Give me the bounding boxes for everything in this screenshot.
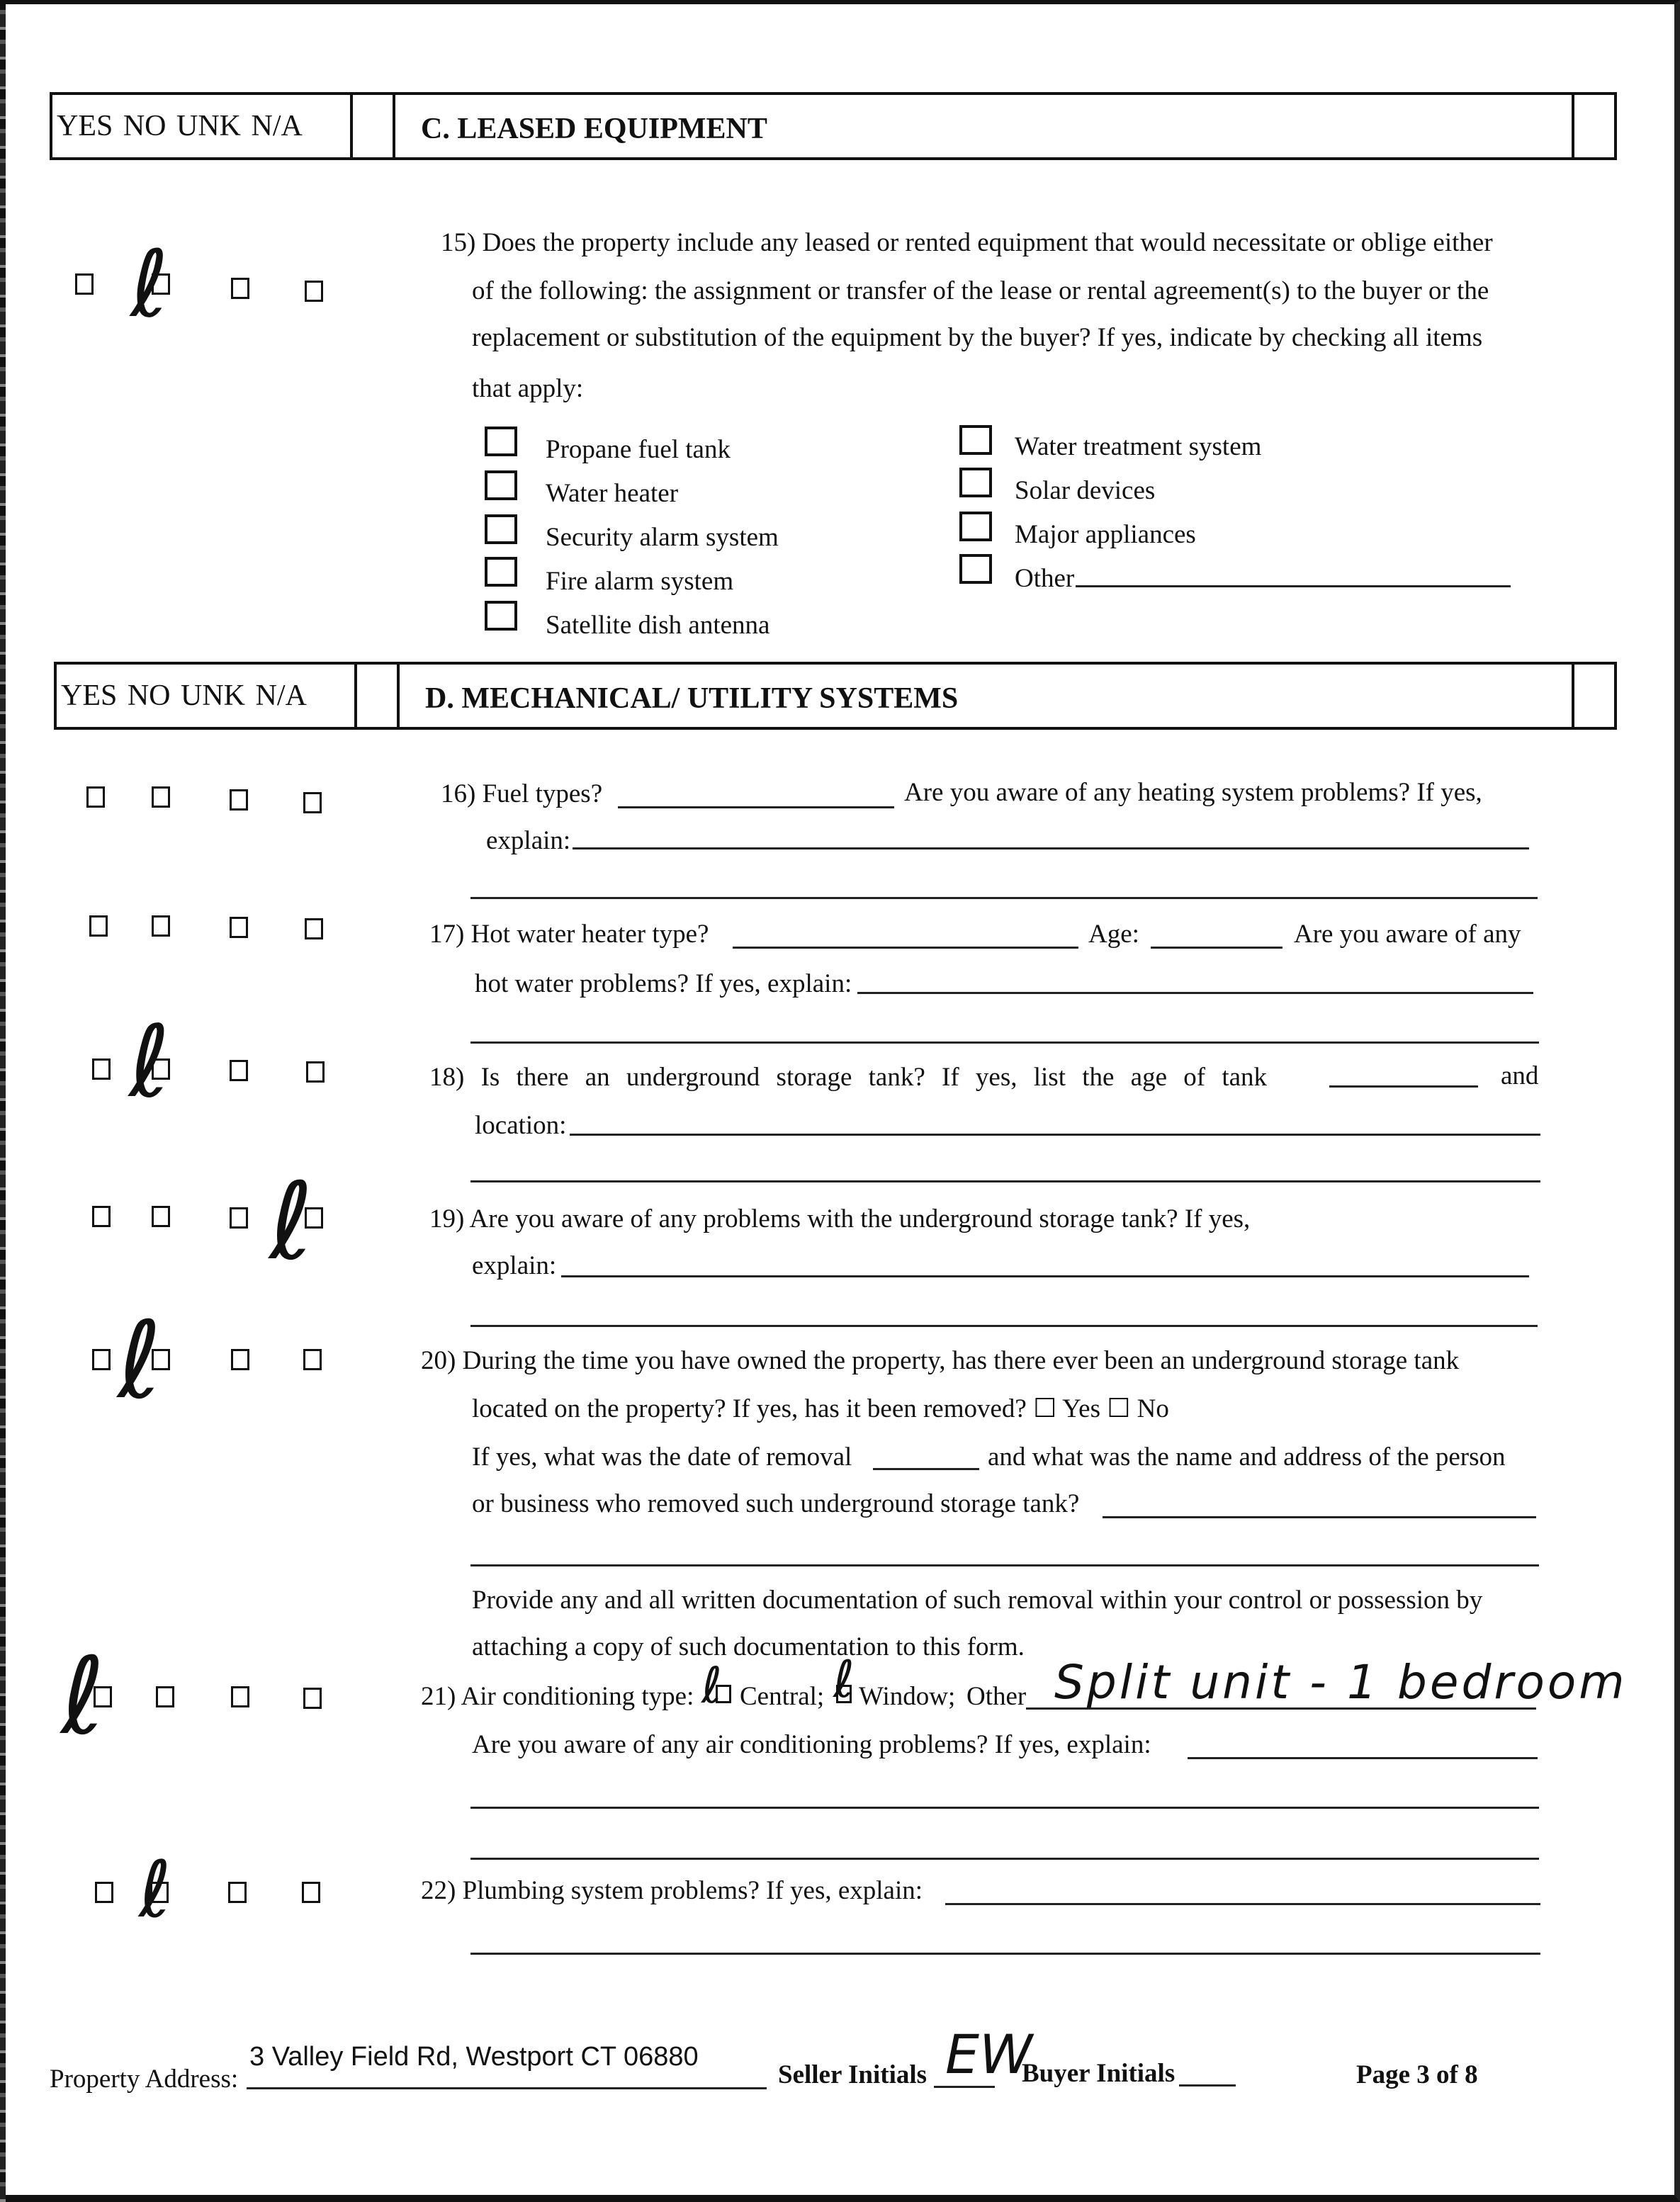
buyer-initials-line[interactable] xyxy=(1179,2084,1236,2087)
propane-checkbox[interactable] xyxy=(485,427,517,456)
removal-date-input[interactable] xyxy=(873,1468,979,1470)
column-headers: YES NO UNK N/A xyxy=(57,665,357,727)
q17-age-label: Age: xyxy=(1088,920,1139,949)
fuel-types-input[interactable] xyxy=(618,806,894,808)
central-handmark: ℓ xyxy=(701,1656,722,1715)
q15-na-checkbox[interactable] xyxy=(305,281,323,302)
q17-explain-line2[interactable] xyxy=(470,1041,1539,1044)
water-heater-label: Water heater xyxy=(546,479,679,508)
q15-no-handmark: ℓ xyxy=(130,230,169,338)
section-c-title: C. LEASED EQUIPMENT xyxy=(421,113,767,145)
window-label: Window; xyxy=(859,1682,956,1711)
seller-initials-line[interactable] xyxy=(934,2086,995,2088)
major-appliances-label: Major appliances xyxy=(1015,520,1196,549)
q20-unk-checkbox[interactable] xyxy=(231,1349,249,1370)
q16-yes-checkbox[interactable] xyxy=(86,786,105,808)
other-ac-handwritten: Split unit - 1 bedroom xyxy=(1054,1655,1628,1710)
q20-line3a: If yes, what was the date of removal xyxy=(472,1442,852,1472)
remover-line2[interactable] xyxy=(470,1564,1539,1566)
q16-explain: explain: xyxy=(486,826,571,855)
ac-explain-line3[interactable] xyxy=(470,1858,1539,1860)
q19-yes-checkbox[interactable] xyxy=(92,1206,111,1227)
fire-alarm-checkbox[interactable] xyxy=(485,557,517,587)
q18-na-checkbox[interactable] xyxy=(306,1061,325,1083)
tank-location-input[interactable] xyxy=(570,1134,1540,1136)
q15-yes-checkbox[interactable] xyxy=(75,273,94,295)
q20-line1: 20) During the time you have owned the property, has there ever been an underground storage tank xyxy=(421,1346,1460,1375)
q19-explain-input[interactable] xyxy=(561,1275,1529,1277)
q17-yes-checkbox[interactable] xyxy=(89,915,108,937)
q19-explain-line2[interactable] xyxy=(470,1325,1538,1327)
q15-line2: of the following: the assignment or transfer of the lease or rental agreement(s) to the buyer or the xyxy=(472,276,1489,305)
central-label: Central; xyxy=(740,1682,825,1711)
q18-and: and xyxy=(1501,1061,1539,1090)
property-address-line[interactable] xyxy=(247,2087,767,2089)
q18-unk-checkbox[interactable] xyxy=(230,1060,248,1081)
q16-na-checkbox[interactable] xyxy=(303,792,322,813)
q22-no-handmark: ℓ xyxy=(139,1844,171,1935)
q20-line6: attaching a copy of such documentation to this form. xyxy=(472,1632,1025,1661)
column-headers: YES NO UNK N/A xyxy=(52,95,353,157)
window-handmark: ℓ xyxy=(833,1649,855,1709)
q21-unk-checkbox[interactable] xyxy=(231,1686,249,1707)
q16-no-checkbox[interactable] xyxy=(152,786,170,808)
q21-label: 21) Air conditioning type: xyxy=(421,1682,694,1711)
q19-explain: explain: xyxy=(472,1251,557,1280)
q15-unk-checkbox[interactable] xyxy=(231,278,249,299)
buyer-initials-label: Buyer Initials xyxy=(1022,2059,1176,2088)
q21-na-checkbox[interactable] xyxy=(303,1688,322,1709)
water-treatment-checkbox[interactable] xyxy=(959,425,992,455)
plumbing-explain-line2[interactable] xyxy=(470,1953,1540,1955)
other-equipment-label: Other xyxy=(1015,564,1075,593)
scan-edge xyxy=(0,0,6,2202)
q17-unk-checkbox[interactable] xyxy=(230,917,248,938)
seller-initials-value: EW xyxy=(945,2023,1033,2086)
q19-unk-checkbox[interactable] xyxy=(230,1207,248,1229)
water-treatment-label: Water treatment system xyxy=(1015,432,1262,461)
q18-location-line2[interactable] xyxy=(470,1180,1540,1182)
security-alarm-label: Security alarm system xyxy=(546,523,779,552)
q16-question: Are you aware of any heating system problems? If yes, xyxy=(904,778,1482,807)
ac-explain-input[interactable] xyxy=(1188,1757,1538,1759)
property-address-label: Property Address: xyxy=(50,2065,239,2094)
q16-explain-input[interactable] xyxy=(573,847,1529,849)
q22-yes-checkbox[interactable] xyxy=(95,1882,113,1903)
q20-line2: located on the property? If yes, has it been removed? ☐ Yes ☐ No xyxy=(472,1394,1169,1423)
water-heater-checkbox[interactable] xyxy=(485,470,517,500)
tank-age-input[interactable] xyxy=(1329,1085,1478,1088)
hot-water-age-input[interactable] xyxy=(1151,947,1282,949)
other-equipment-input[interactable] xyxy=(1076,585,1511,587)
q20-line3b: and what was the name and address of the person xyxy=(988,1442,1506,1472)
q19-na-handmark: ℓ xyxy=(269,1161,313,1284)
q18-location: location: xyxy=(475,1111,567,1140)
q17-label: 17) Hot water heater type? xyxy=(429,920,709,949)
satellite-label: Satellite dish antenna xyxy=(546,611,770,640)
q21-no-checkbox[interactable] xyxy=(156,1686,174,1707)
q22-unk-checkbox[interactable] xyxy=(228,1882,247,1903)
q16-explain-line2[interactable] xyxy=(470,897,1538,899)
q20-no-handmark: ℓ xyxy=(118,1299,162,1423)
q15-line4: that apply: xyxy=(472,374,584,403)
q19-no-checkbox[interactable] xyxy=(152,1206,170,1227)
solar-label: Solar devices xyxy=(1015,476,1156,505)
other-ac-label: Other xyxy=(966,1682,1027,1711)
q17-aware: Are you aware of any xyxy=(1294,920,1521,949)
property-address-value: 3 Valley Field Rd, Westport CT 06880 xyxy=(249,2042,699,2072)
q19-label: 19) Are you aware of any problems with the underground storage tank? If yes, xyxy=(429,1204,1251,1233)
solar-checkbox[interactable] xyxy=(959,468,992,497)
q20-na-checkbox[interactable] xyxy=(303,1349,322,1370)
remover-input[interactable] xyxy=(1103,1516,1536,1518)
ac-explain-line2[interactable] xyxy=(470,1807,1539,1809)
seller-initials-label: Seller Initials xyxy=(778,2060,928,2089)
q20-line4: or business who removed such underground storage tank? xyxy=(472,1489,1080,1518)
q15-line3: replacement or substitution of the equipment by the buyer? If yes, indicate by checking all items xyxy=(472,323,1483,352)
q22-label: 22) Plumbing system problems? If yes, explain: xyxy=(421,1876,923,1905)
satellite-checkbox[interactable] xyxy=(485,601,517,631)
q22-na-checkbox[interactable] xyxy=(302,1882,320,1903)
security-alarm-checkbox[interactable] xyxy=(485,514,517,544)
q18-label: 18) Is there an underground storage tank? If yes, list the age of tank xyxy=(429,1063,1268,1092)
other-equipment-checkbox[interactable] xyxy=(959,554,992,584)
q20-yes-checkbox[interactable] xyxy=(92,1349,111,1370)
q17-na-checkbox[interactable] xyxy=(305,918,323,939)
propane-label: Propane fuel tank xyxy=(546,435,731,464)
fire-alarm-label: Fire alarm system xyxy=(546,567,734,596)
q18-no-handmark: ℓ xyxy=(129,1005,170,1120)
page-number: Page 3 of 8 xyxy=(1356,2060,1478,2089)
q18-yes-checkbox[interactable] xyxy=(92,1058,111,1080)
q17-line2: hot water problems? If yes, explain: xyxy=(475,969,852,998)
major-appliances-checkbox[interactable] xyxy=(959,512,992,541)
q17-explain-input[interactable] xyxy=(857,992,1533,994)
plumbing-explain-input[interactable] xyxy=(945,1903,1540,1905)
q16-label: 16) Fuel types? xyxy=(441,779,603,808)
q20-line5: Provide any and all written documentation of such removal within your control or possession by xyxy=(472,1586,1483,1615)
q15-line1: 15) Does the property include any leased or rented equipment that would necessitate or oblige either xyxy=(441,228,1493,257)
section-d-header xyxy=(54,662,1617,730)
section-c-header xyxy=(50,92,1617,160)
section-d-title: D. MECHANICAL/ UTILITY SYSTEMS xyxy=(425,682,959,715)
q16-unk-checkbox[interactable] xyxy=(230,789,248,811)
q21-yes-handmark: ℓ xyxy=(61,1635,105,1758)
q21-line2: Are you aware of any air conditioning problems? If yes, explain: xyxy=(472,1730,1151,1759)
hot-water-type-input[interactable] xyxy=(733,947,1078,949)
q17-no-checkbox[interactable] xyxy=(152,915,170,937)
